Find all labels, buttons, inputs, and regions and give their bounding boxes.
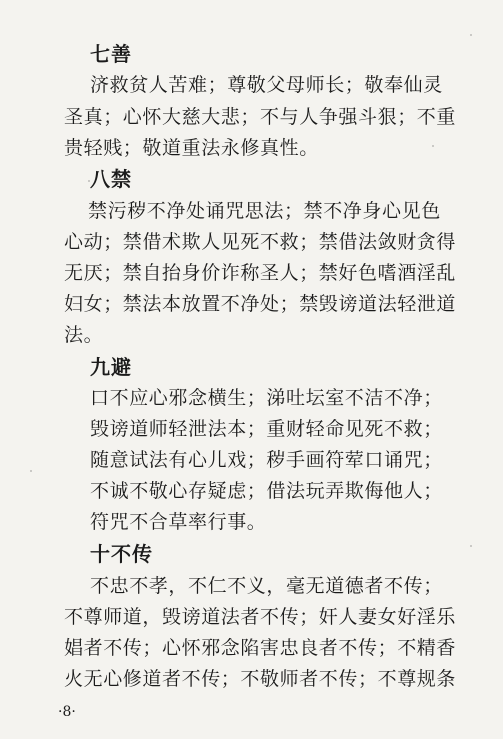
text-line: 圣真；心怀大慈大悲；不与人争强斗狠；不重 [64, 106, 457, 128]
text-line: 禁污秽不净处诵咒思法；禁不净身心见色 [88, 200, 441, 222]
text-line: 心动；禁借术欺人见死不救；禁借法敛财贪得 [64, 231, 457, 253]
text-line: 随意试法有心儿戏；秽手画符荤口诵咒； [90, 449, 443, 471]
scan-speck [470, 545, 472, 547]
text-line: 无厌；禁自抬身价诈称圣人；禁好色嗜酒淫乱 [64, 262, 457, 284]
text-line: 不诚不敬心存疑虑；借法玩弄欺侮他人； [90, 480, 443, 502]
text-line: 贵轻贱；敬道重法永修真性。 [64, 137, 319, 159]
scan-speck [432, 145, 434, 147]
text-line: 符咒不合草率行事。 [90, 511, 267, 533]
text-line: 济救贫人苦难；尊敬父母师长；敬奉仙灵 [90, 74, 443, 96]
section-heading: 八禁 [90, 167, 132, 191]
text-line: 火无心修道者不传；不敬师者不传；不尊规条 [64, 668, 457, 690]
scan-speck [470, 34, 472, 36]
text-line: 不忠不孝，不仁不义，毫无道德者不传； [90, 575, 443, 597]
text-line: 不尊师道，毁谤道法者不传；奸人妻女好淫乐 [64, 606, 457, 628]
text-line: 毁谤道师轻泄法本；重财轻命见死不救； [90, 418, 443, 440]
text-line: 口不应心邪念横生；涕吐坛室不洁不净； [90, 387, 443, 409]
section-heading: 十不传 [90, 542, 153, 566]
section-heading: 七善 [90, 42, 132, 66]
page-number: ·8· [58, 704, 76, 720]
text-line: 妇女；禁法本放置不净处；禁毁谤道法轻泄道 [64, 293, 457, 315]
text-line: 法。 [64, 324, 104, 346]
section-heading: 九避 [90, 355, 132, 379]
scan-speck [30, 470, 32, 472]
text-line: 娼者不传；心怀邪念陷害忠良者不传；不精香 [64, 637, 457, 659]
